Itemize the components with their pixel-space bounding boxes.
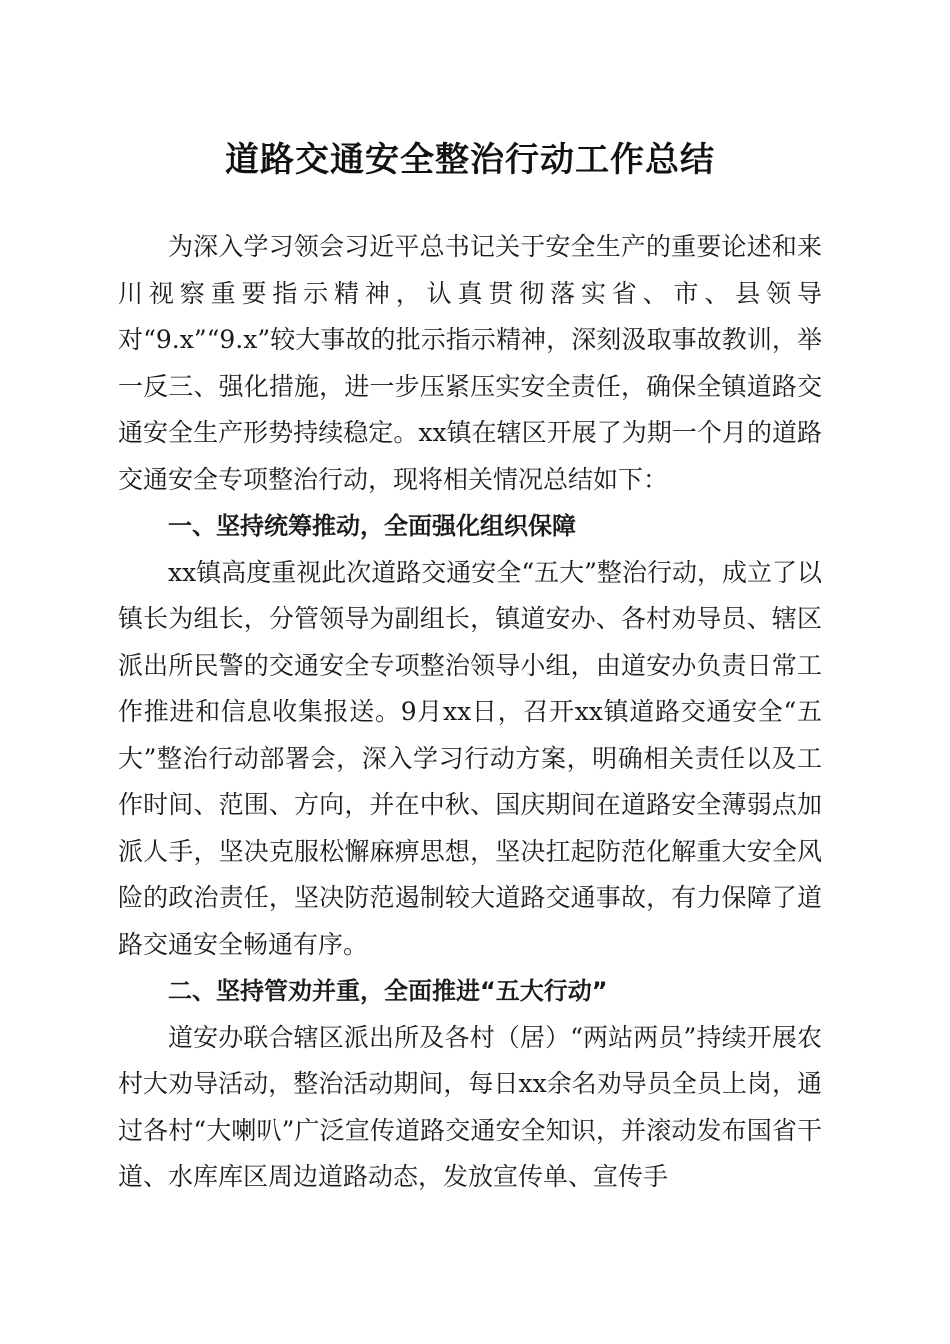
intro-paragraph: 为深入学习领会习近平总书记关于安全生产的重要论述和来川视察重要指示精神，认真贯彻落实省、市、县领导对“9.x”“9.x”较大事故的批示指示精神，深刻汲取事故教训，举一反三、强化措施，进一步压紧压实安全责任，确保全镇道路交通安全生产形势持续稳定。xx镇在辖区开展了为期一个月的道路交通安全专项整治行动，现将相关情况总结如下： bbox=[118, 232, 822, 494]
section-heading-1: 一、坚持统筹推动，全面强化组织保障 bbox=[168, 512, 576, 540]
section-paragraph-1: xx镇高度重视此次道路交通安全“五大”整治行动，成立了以镇长为组长，分管领导为副组长，镇道安办、各村劝导员、辖区派出所民警的交通安全专项整治领导小组，由道安办负责日常工作推进和信息收集报送。9月xx日，召开xx镇道路交通安全“五大”整治行动部署会，深入学习行动方案，明确相关责任以及工作时间、范围、方向，并在中秋、国庆期间在道路安全薄弱点加派人手，坚决克服松懈麻痹思想，坚决扛起防范化解重大安全风险的政治责任，坚决防范遏制较大道路交通事故，有力保障了道路交通安全畅通有序。 bbox=[118, 557, 822, 959]
document-title: 道路交通安全整治行动工作总结 bbox=[225, 140, 715, 180]
document-body bbox=[118, 224, 822, 1201]
section-paragraph-2: 道安办联合辖区派出所及各村（居）“两站两员”持续开展农村大劝导活动，整治活动期间，每日xx余名劝导员全员上岗，通过各村“大喇叭”广泛宣传道路交通安全知识，并滚动发布国省干道、水库库区周边道路动态，发放宣传单、宣传手 bbox=[118, 1022, 822, 1191]
section-heading-2: 二、坚持管劝并重，全面推进“五大行动” bbox=[168, 977, 608, 1005]
